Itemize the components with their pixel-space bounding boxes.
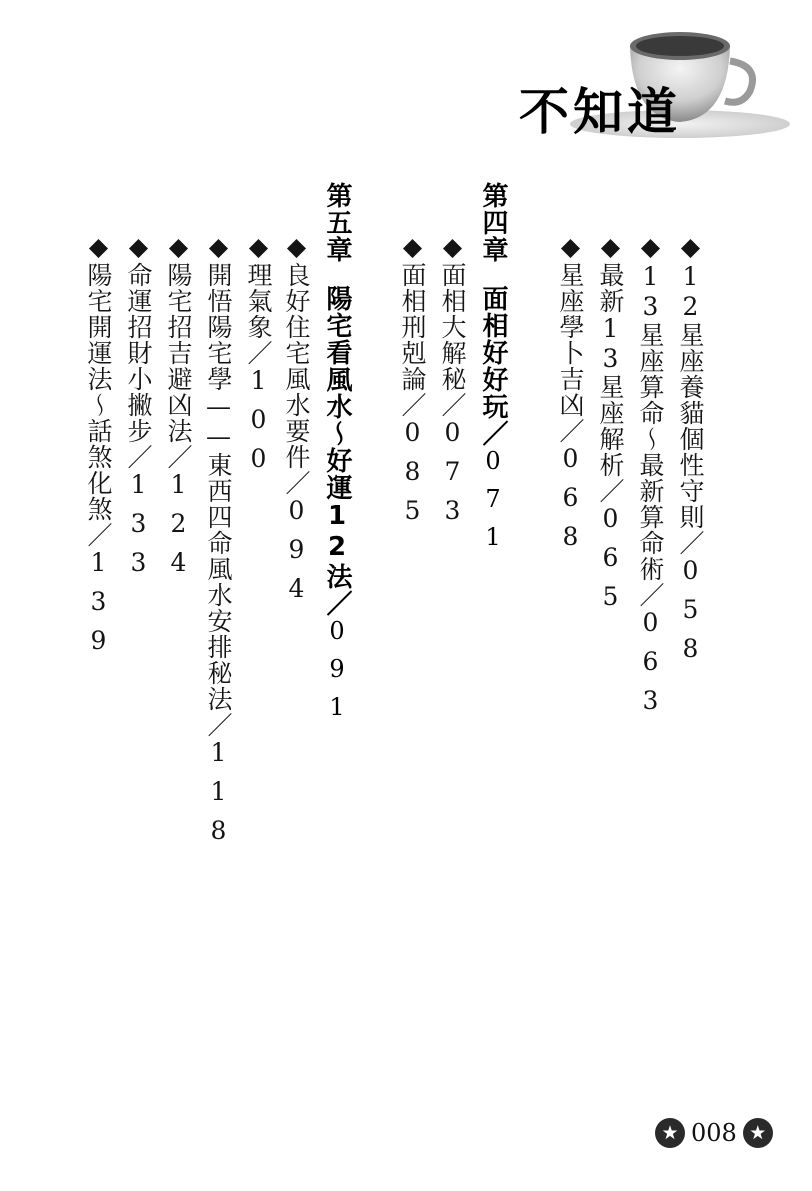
item-label: 陽宅開運法～話煞化煞	[84, 262, 113, 522]
separator: ／	[322, 590, 352, 617]
page-ref: 094	[282, 496, 311, 613]
list-item	[284, 232, 309, 613]
item-label: 陽宅招吉避凶法	[164, 262, 193, 444]
chapter-heading	[324, 182, 350, 731]
list-item	[440, 232, 465, 535]
list-item	[638, 232, 663, 725]
list-item	[678, 232, 703, 673]
separator: ／	[164, 444, 193, 470]
separator: ／	[596, 478, 625, 504]
separator: ／	[204, 712, 233, 738]
page-ref: 065	[596, 504, 625, 621]
item-label: 13星座算命～最新算命術	[636, 262, 665, 582]
page-ref: 068	[556, 444, 585, 561]
page-ref: 100	[244, 366, 273, 483]
diamond-bullet-icon: ◆	[164, 232, 193, 262]
item-label: 命運招財小撇步	[124, 262, 153, 444]
diamond-bullet-icon: ◆	[438, 232, 467, 262]
item-label: 面相大解秘	[438, 262, 467, 392]
diamond-bullet-icon: ◆	[204, 232, 233, 262]
list-item	[246, 232, 271, 483]
diamond-bullet-icon: ◆	[84, 232, 113, 262]
diamond-bullet-icon: ◆	[124, 232, 153, 262]
separator: ／	[676, 530, 705, 556]
item-label: 星座學卜吉凶	[556, 262, 585, 418]
page-footer	[655, 1116, 773, 1150]
page-ref: 063	[636, 608, 665, 725]
list-item	[166, 232, 191, 587]
page-ref: 118	[204, 738, 233, 855]
diamond-bullet-icon: ◆	[676, 232, 705, 262]
separator: ／	[398, 392, 427, 418]
page-ref: 091	[323, 617, 351, 731]
separator: ／	[282, 470, 311, 496]
list-item	[400, 232, 425, 535]
separator: ／	[84, 522, 113, 548]
chapter-heading	[480, 182, 506, 561]
separator: ／	[556, 418, 585, 444]
chapter-title: 面相好好玩	[478, 285, 508, 420]
page-ref: 085	[398, 418, 427, 535]
page-ref: 058	[676, 556, 705, 673]
chapter-number: 第四章	[478, 182, 508, 263]
chapter-title: 陽宅看風水～好運12法	[322, 285, 352, 590]
page-ref: 073	[438, 418, 467, 535]
page-title: 不知道	[519, 82, 681, 141]
star-icon: ★	[743, 1118, 773, 1148]
list-item	[598, 232, 623, 621]
diamond-bullet-icon: ◆	[556, 232, 585, 262]
page-ref: 133	[124, 470, 153, 587]
item-label: 12星座養貓個性守則	[676, 262, 705, 530]
item-label: 良好住宅風水要件	[282, 262, 311, 470]
list-item	[126, 232, 151, 587]
page-ref: 139	[84, 548, 113, 665]
list-item	[206, 232, 231, 855]
list-item	[558, 232, 583, 561]
star-icon: ★	[655, 1118, 685, 1148]
diamond-bullet-icon: ◆	[636, 232, 665, 262]
separator: ／	[244, 340, 273, 366]
item-label: 理氣象	[244, 262, 273, 340]
list-item	[86, 232, 111, 665]
separator: ／	[438, 392, 467, 418]
page-ref: 071	[479, 447, 507, 561]
chapter-number: 第五章	[322, 182, 352, 263]
item-label: 開悟陽宅學——東西四命風水安排秘法	[204, 262, 233, 712]
page-ref: 124	[164, 470, 193, 587]
diamond-bullet-icon: ◆	[282, 232, 311, 262]
separator: ／	[124, 444, 153, 470]
diamond-bullet-icon: ◆	[596, 232, 625, 262]
diamond-bullet-icon: ◆	[398, 232, 427, 262]
separator: ／	[478, 420, 508, 447]
item-label: 面相刑剋論	[398, 262, 427, 392]
diamond-bullet-icon: ◆	[244, 232, 273, 262]
separator: ／	[636, 582, 665, 608]
item-label: 最新13星座解析	[596, 262, 625, 478]
page-number: 008	[691, 1119, 737, 1147]
